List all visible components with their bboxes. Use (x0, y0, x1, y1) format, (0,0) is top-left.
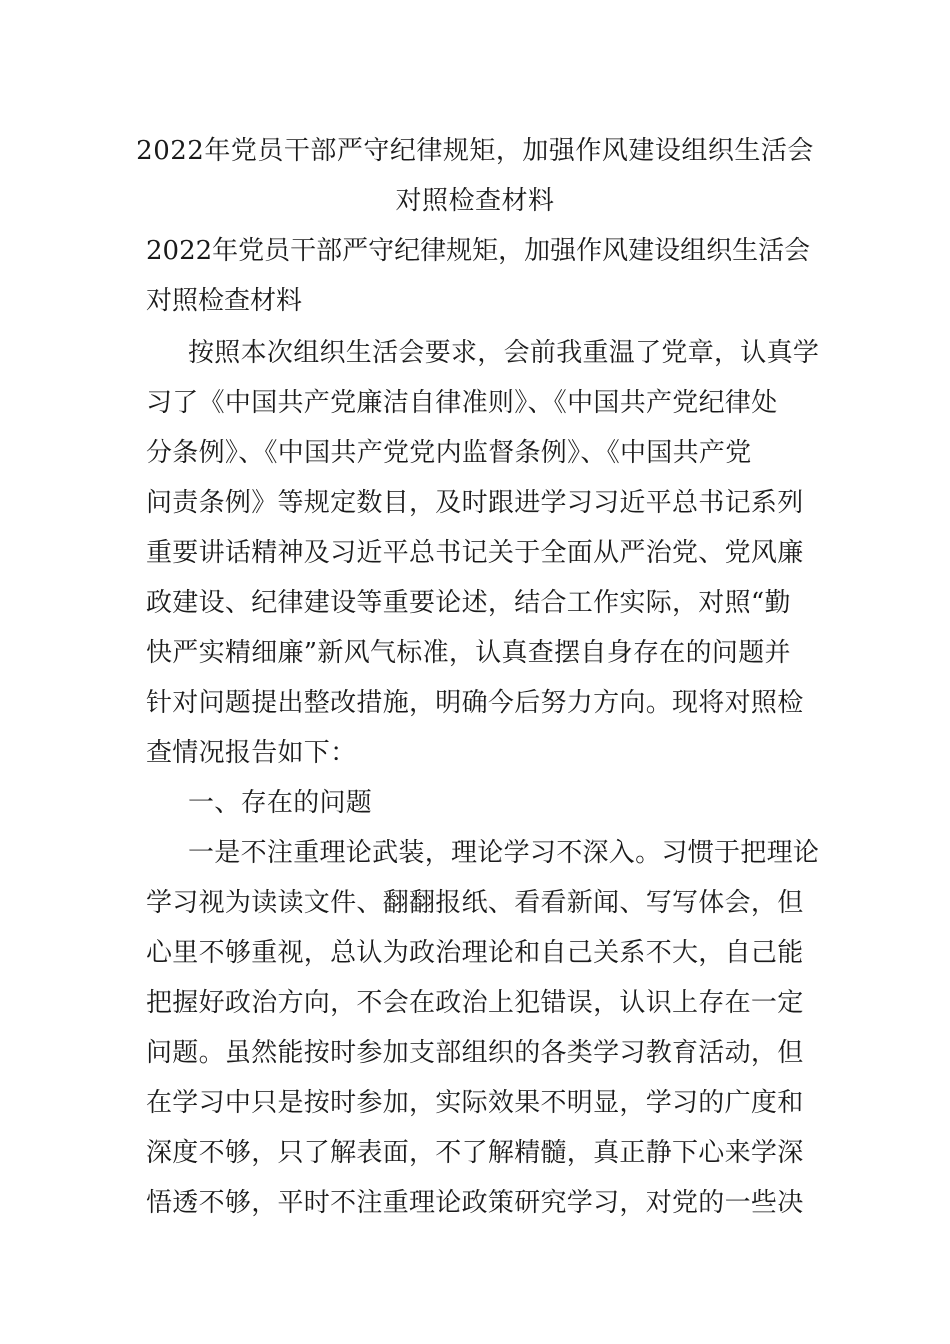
repeated-title-line-1: 2022年党员干部严守纪律规矩，加强作风建设组织生活会 (146, 236, 811, 266)
body-line: 政建设、纪律建设等重要论述，结合工作实际，对照“勤 (146, 588, 791, 618)
body-line: 按照本次组织生活会要求，会前我重温了党章，认真学 (188, 338, 820, 368)
body-line: 快严实精细廉”新风气标准，认真查摆自身存在的问题并 (146, 638, 791, 668)
body-line: 查情况报告如下： (146, 738, 357, 768)
body-line: 分条例》、《中国共产党党内监督条例》、《中国共产党 (146, 438, 752, 468)
body-line: 把握好政治方向，不会在政治上犯错误，认识上存在一定 (146, 988, 804, 1018)
body-line: 针对问题提出整改措施，明确今后努力方向。现将对照检 (146, 688, 804, 718)
document-title-line-1: 2022年党员干部严守纪律规矩，加强作风建设组织生活会 (136, 136, 814, 166)
body-line: 学习视为读读文件、翻翻报纸、看看新闻、写写体会，但 (146, 888, 804, 918)
section-heading: 一、存在的问题 (188, 788, 373, 818)
body-line: 问责条例》等规定数目，及时跟进学习习近平总书记系列 (146, 488, 804, 518)
body-line: 悟透不够，平时不注重理论政策研究学习，对党的一些决 (146, 1188, 804, 1218)
document-title-line-2: 对照检查材料 (395, 186, 555, 216)
body-line: 习了《中国共产党廉洁自律准则》、《中国共产党纪律处 (146, 388, 778, 418)
body-line: 问题。虽然能按时参加支部组织的各类学习教育活动，但 (146, 1038, 804, 1068)
body-line: 在学习中只是按时参加，实际效果不明显，学习的广度和 (146, 1088, 804, 1118)
body-line: 深度不够，只了解表面，不了解精髓，真正静下心来学深 (146, 1138, 804, 1168)
body-line: 重要讲话精神及习近平总书记关于全面从严治党、党风廉 (146, 538, 804, 568)
body-line: 心里不够重视，总认为政治理论和自己关系不大，自己能 (146, 938, 804, 968)
body-line: 一是不注重理论武装，理论学习不深入。习惯于把理论 (188, 838, 820, 868)
repeated-title-line-2: 对照检查材料 (146, 286, 303, 316)
